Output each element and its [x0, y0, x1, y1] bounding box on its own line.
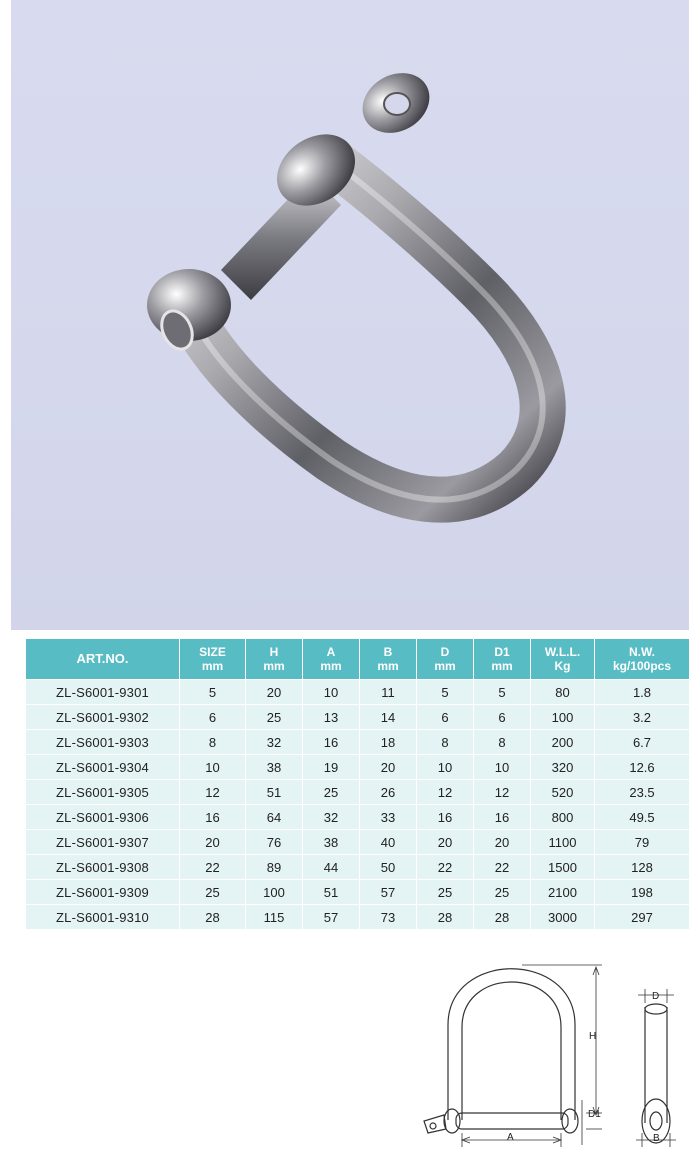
- cell-d: 22: [417, 855, 474, 880]
- table-row: [26, 755, 690, 780]
- cell-size: 16: [180, 805, 246, 830]
- cell-art-no: ZL-S6001-9308: [26, 855, 180, 880]
- cell-size: 12: [180, 780, 246, 805]
- cell-wll: 320: [531, 755, 595, 780]
- cell-art-no: ZL-S6001-9301: [26, 680, 180, 705]
- cell-wll: 2100: [531, 880, 595, 905]
- cell-d: 20: [417, 830, 474, 855]
- cell-nw: 79: [595, 830, 690, 855]
- cell-d1: 25: [474, 880, 531, 905]
- cell-wll: 1500: [531, 855, 595, 880]
- cell-wll: 80: [531, 680, 595, 705]
- cell-h: 25: [246, 705, 303, 730]
- cell-h: 51: [246, 780, 303, 805]
- cell-nw: 1.8: [595, 680, 690, 705]
- cell-art-no: ZL-S6001-9302: [26, 705, 180, 730]
- table-row: [26, 780, 690, 805]
- cell-b: 50: [360, 855, 417, 880]
- cell-art-no: ZL-S6001-9309: [26, 880, 180, 905]
- cell-nw: 3.2: [595, 705, 690, 730]
- cell-a: 38: [303, 830, 360, 855]
- cell-b: 18: [360, 730, 417, 755]
- dimension-label-h: H: [589, 1031, 597, 1042]
- cell-a: 57: [303, 905, 360, 930]
- table-row: [26, 855, 690, 880]
- cell-a: 13: [303, 705, 360, 730]
- cell-h: 38: [246, 755, 303, 780]
- cell-d1: 28: [474, 905, 531, 930]
- cell-h: 20: [246, 680, 303, 705]
- cell-a: 10: [303, 680, 360, 705]
- cell-wll: 200: [531, 730, 595, 755]
- cell-a: 32: [303, 805, 360, 830]
- cell-h: 32: [246, 730, 303, 755]
- cell-d1: 6: [474, 705, 531, 730]
- cell-art-no: ZL-S6001-9305: [26, 780, 180, 805]
- cell-wll: 1100: [531, 830, 595, 855]
- d-shackle-photo: [11, 0, 689, 630]
- header-h: H mm: [246, 639, 303, 680]
- cell-d: 6: [417, 705, 474, 730]
- cell-b: 57: [360, 880, 417, 905]
- cell-h: 89: [246, 855, 303, 880]
- cell-b: 73: [360, 905, 417, 930]
- cell-a: 19: [303, 755, 360, 780]
- header-size: SIZE mm: [180, 639, 246, 680]
- cell-nw: 128: [595, 855, 690, 880]
- header-art-no: ART.NO.: [26, 639, 180, 680]
- cell-h: 115: [246, 905, 303, 930]
- cell-b: 26: [360, 780, 417, 805]
- cell-h: 76: [246, 830, 303, 855]
- cell-wll: 3000: [531, 905, 595, 930]
- cell-d1: 10: [474, 755, 531, 780]
- cell-size: 8: [180, 730, 246, 755]
- cell-d: 10: [417, 755, 474, 780]
- cell-d1: 22: [474, 855, 531, 880]
- spec-table: [25, 638, 690, 930]
- cell-a: 25: [303, 780, 360, 805]
- cell-a: 16: [303, 730, 360, 755]
- cell-size: 5: [180, 680, 246, 705]
- cell-d1: 12: [474, 780, 531, 805]
- cell-art-no: ZL-S6001-9304: [26, 755, 180, 780]
- cell-art-no: ZL-S6001-9306: [26, 805, 180, 830]
- cell-nw: 49.5: [595, 805, 690, 830]
- cell-size: 28: [180, 905, 246, 930]
- cell-size: 22: [180, 855, 246, 880]
- table-header-row: [26, 639, 690, 680]
- cell-b: 14: [360, 705, 417, 730]
- table-row: [26, 880, 690, 905]
- dimension-diagram: [410, 955, 700, 1150]
- header-d: D mm: [417, 639, 474, 680]
- cell-d: 25: [417, 880, 474, 905]
- header-wll: W.L.L. Kg: [531, 639, 595, 680]
- cell-d: 12: [417, 780, 474, 805]
- cell-d1: 5: [474, 680, 531, 705]
- table-row: [26, 680, 690, 705]
- dimension-label-d1: D1: [588, 1109, 601, 1120]
- cell-size: 25: [180, 880, 246, 905]
- cell-d: 16: [417, 805, 474, 830]
- cell-nw: 198: [595, 880, 690, 905]
- cell-h: 100: [246, 880, 303, 905]
- cell-d1: 16: [474, 805, 531, 830]
- cell-d: 8: [417, 730, 474, 755]
- table-row: [26, 705, 690, 730]
- cell-nw: 297: [595, 905, 690, 930]
- dimension-label-d: D: [652, 991, 660, 1002]
- cell-size: 10: [180, 755, 246, 780]
- cell-a: 51: [303, 880, 360, 905]
- cell-b: 40: [360, 830, 417, 855]
- cell-d1: 20: [474, 830, 531, 855]
- table-row: [26, 905, 690, 930]
- header-b: B mm: [360, 639, 417, 680]
- header-nw: N.W. kg/100pcs: [595, 639, 690, 680]
- dimension-label-b: B: [653, 1133, 660, 1144]
- cell-d: 5: [417, 680, 474, 705]
- cell-h: 64: [246, 805, 303, 830]
- cell-wll: 100: [531, 705, 595, 730]
- cell-wll: 520: [531, 780, 595, 805]
- cell-art-no: ZL-S6001-9307: [26, 830, 180, 855]
- product-photo-panel: [11, 0, 689, 630]
- cell-nw: 23.5: [595, 780, 690, 805]
- cell-size: 6: [180, 705, 246, 730]
- dimension-label-a: A: [507, 1132, 514, 1143]
- spec-table-wrapper: [25, 638, 689, 930]
- table-row: [26, 830, 690, 855]
- cell-d1: 8: [474, 730, 531, 755]
- cell-nw: 6.7: [595, 730, 690, 755]
- header-d1: D1 mm: [474, 639, 531, 680]
- cell-b: 11: [360, 680, 417, 705]
- cell-art-no: ZL-S6001-9303: [26, 730, 180, 755]
- cell-d: 28: [417, 905, 474, 930]
- table-row: [26, 730, 690, 755]
- header-a: A mm: [303, 639, 360, 680]
- cell-size: 20: [180, 830, 246, 855]
- cell-wll: 800: [531, 805, 595, 830]
- cell-nw: 12.6: [595, 755, 690, 780]
- table-row: [26, 805, 690, 830]
- cell-b: 33: [360, 805, 417, 830]
- cell-b: 20: [360, 755, 417, 780]
- cell-art-no: ZL-S6001-9310: [26, 905, 180, 930]
- table-body: [26, 680, 690, 930]
- shackle-drawing: [410, 955, 700, 1150]
- cell-a: 44: [303, 855, 360, 880]
